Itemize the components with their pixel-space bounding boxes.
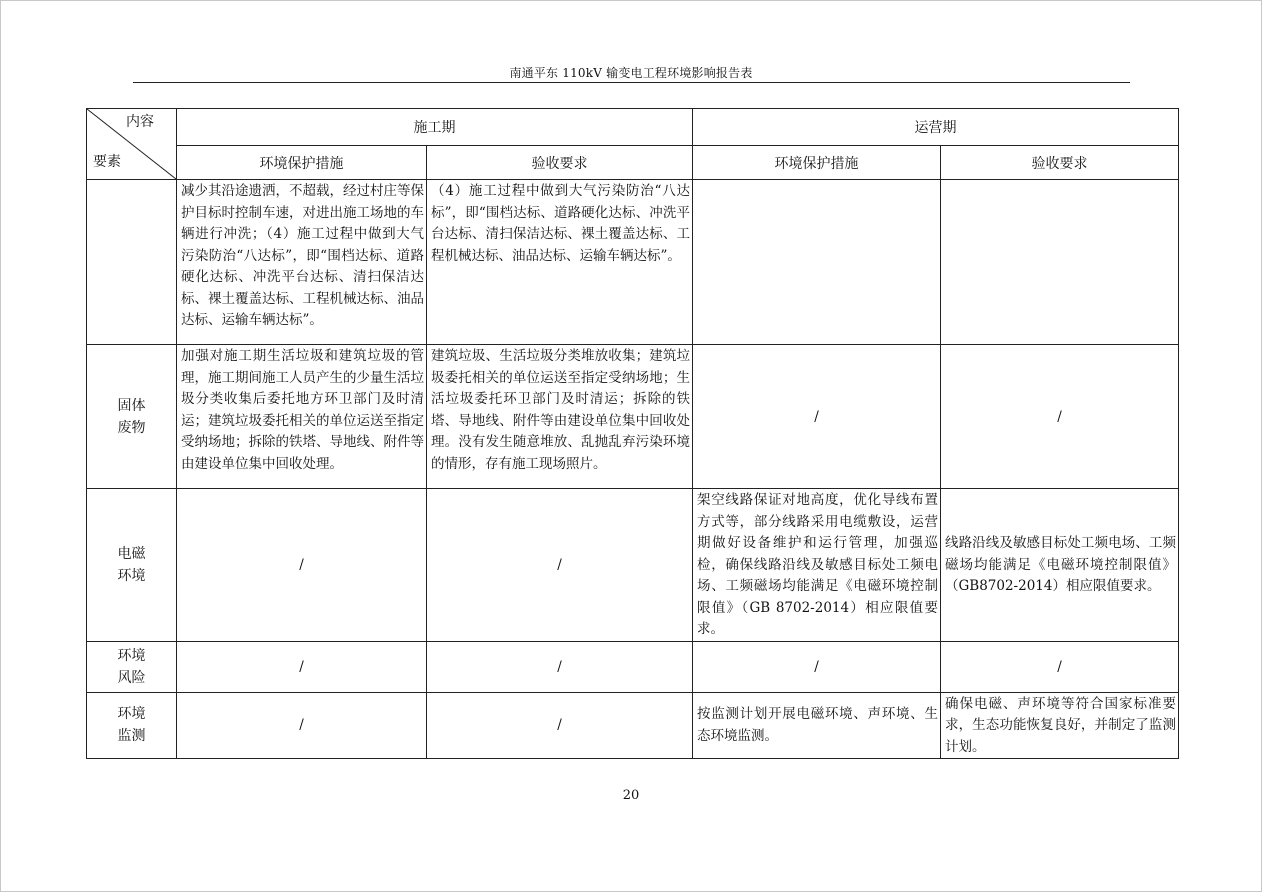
operation-measures-cell: /: [693, 345, 941, 489]
operation-measures-cell: /: [693, 641, 941, 692]
table-row: [87, 180, 1179, 345]
operation-acceptance-cell: /: [941, 641, 1179, 692]
construction-acceptance-cell: （4）施工过程中做到大气污染防治“八达标”，即“围档达标、道路硬化达标、冲洗平台达标、清扫保洁达标、裸土覆盖达标、工程机械达标、油品达标、运输车辆达标”。: [427, 180, 693, 345]
construction-acceptance-cell: /: [427, 692, 693, 759]
element-name-cell: 环境 风险: [87, 641, 177, 692]
table-row: [87, 489, 1179, 642]
header-construction-phase: 施工期: [177, 109, 693, 146]
operation-acceptance-cell: 线路沿线及敏感目标处工频电场、工频磁场均能满足《电磁环境控制限值》（GB8702-2014）相应限值要求。: [941, 489, 1179, 642]
construction-acceptance-cell: 建筑垃圾、生活垃圾分类堆放收集；建筑垃圾委托相关的单位运送至指定受纳场地；生活垃圾委托环卫部门及时清运；拆除的铁塔、导地线、附件等由建设单位集中回收处理。没有发生随意堆放、乱抛乱弃污染环境的情形，存有施工现场照片。: [427, 345, 693, 489]
header-construction-acceptance: 验收要求: [427, 146, 693, 180]
header-operation-acceptance: 验收要求: [941, 146, 1179, 180]
construction-measures-cell: /: [177, 692, 427, 759]
construction-measures-cell: /: [177, 641, 427, 692]
table-header-row-phase: [87, 109, 1179, 146]
diagonal-corner-cell: [87, 109, 177, 180]
element-name-cell: 环境 监测: [87, 692, 177, 759]
corner-label-element: 要素: [93, 154, 121, 170]
construction-measures-cell: /: [177, 489, 427, 642]
construction-measures-cell: 减少其沿途遗洒，不超载，经过村庄等保护目标时控制车速，对进出施工场地的车辆进行冲洗；（4）施工过程中做到大气污染防治“八达标”，即“围档达标、道路硬化达标、冲洗平台达标、清扫保洁达标、裸土覆盖达标、工程机械达标、油品达标、运输车辆达标”。: [177, 180, 427, 345]
page-number: 20: [622, 788, 640, 803]
construction-acceptance-cell: /: [427, 489, 693, 642]
header-operation-phase: 运营期: [693, 109, 1179, 146]
header-rule: [133, 82, 1130, 83]
table-header-row-columns: [87, 146, 1179, 180]
operation-acceptance-cell: /: [941, 345, 1179, 489]
corner-label-content: 内容: [126, 114, 154, 130]
element-name-cell: 电磁 环境: [87, 489, 177, 642]
construction-acceptance-cell: /: [427, 641, 693, 692]
header-construction-measures: 环境保护措施: [177, 146, 427, 180]
operation-measures-cell: 架空线路保证对地高度，优化导线布置方式等，部分线路采用电缆敷设，运营期做好设备维护和运行管理，加强巡检，确保线路沿线及敏感目标处工频电场、工频磁场均能满足《电磁环境控制限值》（GB 8702-2014）相应限值要求。: [693, 489, 941, 642]
running-header-title: 南通平东 110kV 输变电工程环境影响报告表: [509, 66, 753, 80]
operation-acceptance-cell: 确保电磁、声环境等符合国家标准要求，生态功能恢复良好，并制定了监测计划。: [941, 692, 1179, 759]
construction-measures-cell: 加强对施工期生活垃圾和建筑垃圾的管理，施工期间施工人员产生的少量生活垃圾分类收集后委托地方环卫部门及时清运；建筑垃圾委托相关的单位运送至指定受纳场地；拆除的铁塔、导地线、附件等由建设单位集中回收处理。: [177, 345, 427, 489]
table-row: [87, 345, 1179, 489]
element-name-cell: [87, 180, 177, 345]
operation-measures-cell: [693, 180, 941, 345]
table-row: [87, 641, 1179, 692]
operation-acceptance-cell: [941, 180, 1179, 345]
header-operation-measures: 环境保护措施: [693, 146, 941, 180]
table-row: [87, 692, 1179, 759]
environmental-measures-table: [86, 108, 1179, 759]
element-name-cell: 固体 废物: [87, 345, 177, 489]
operation-measures-cell: 按监测计划开展电磁环境、声环境、生态环境监测。: [693, 692, 941, 759]
